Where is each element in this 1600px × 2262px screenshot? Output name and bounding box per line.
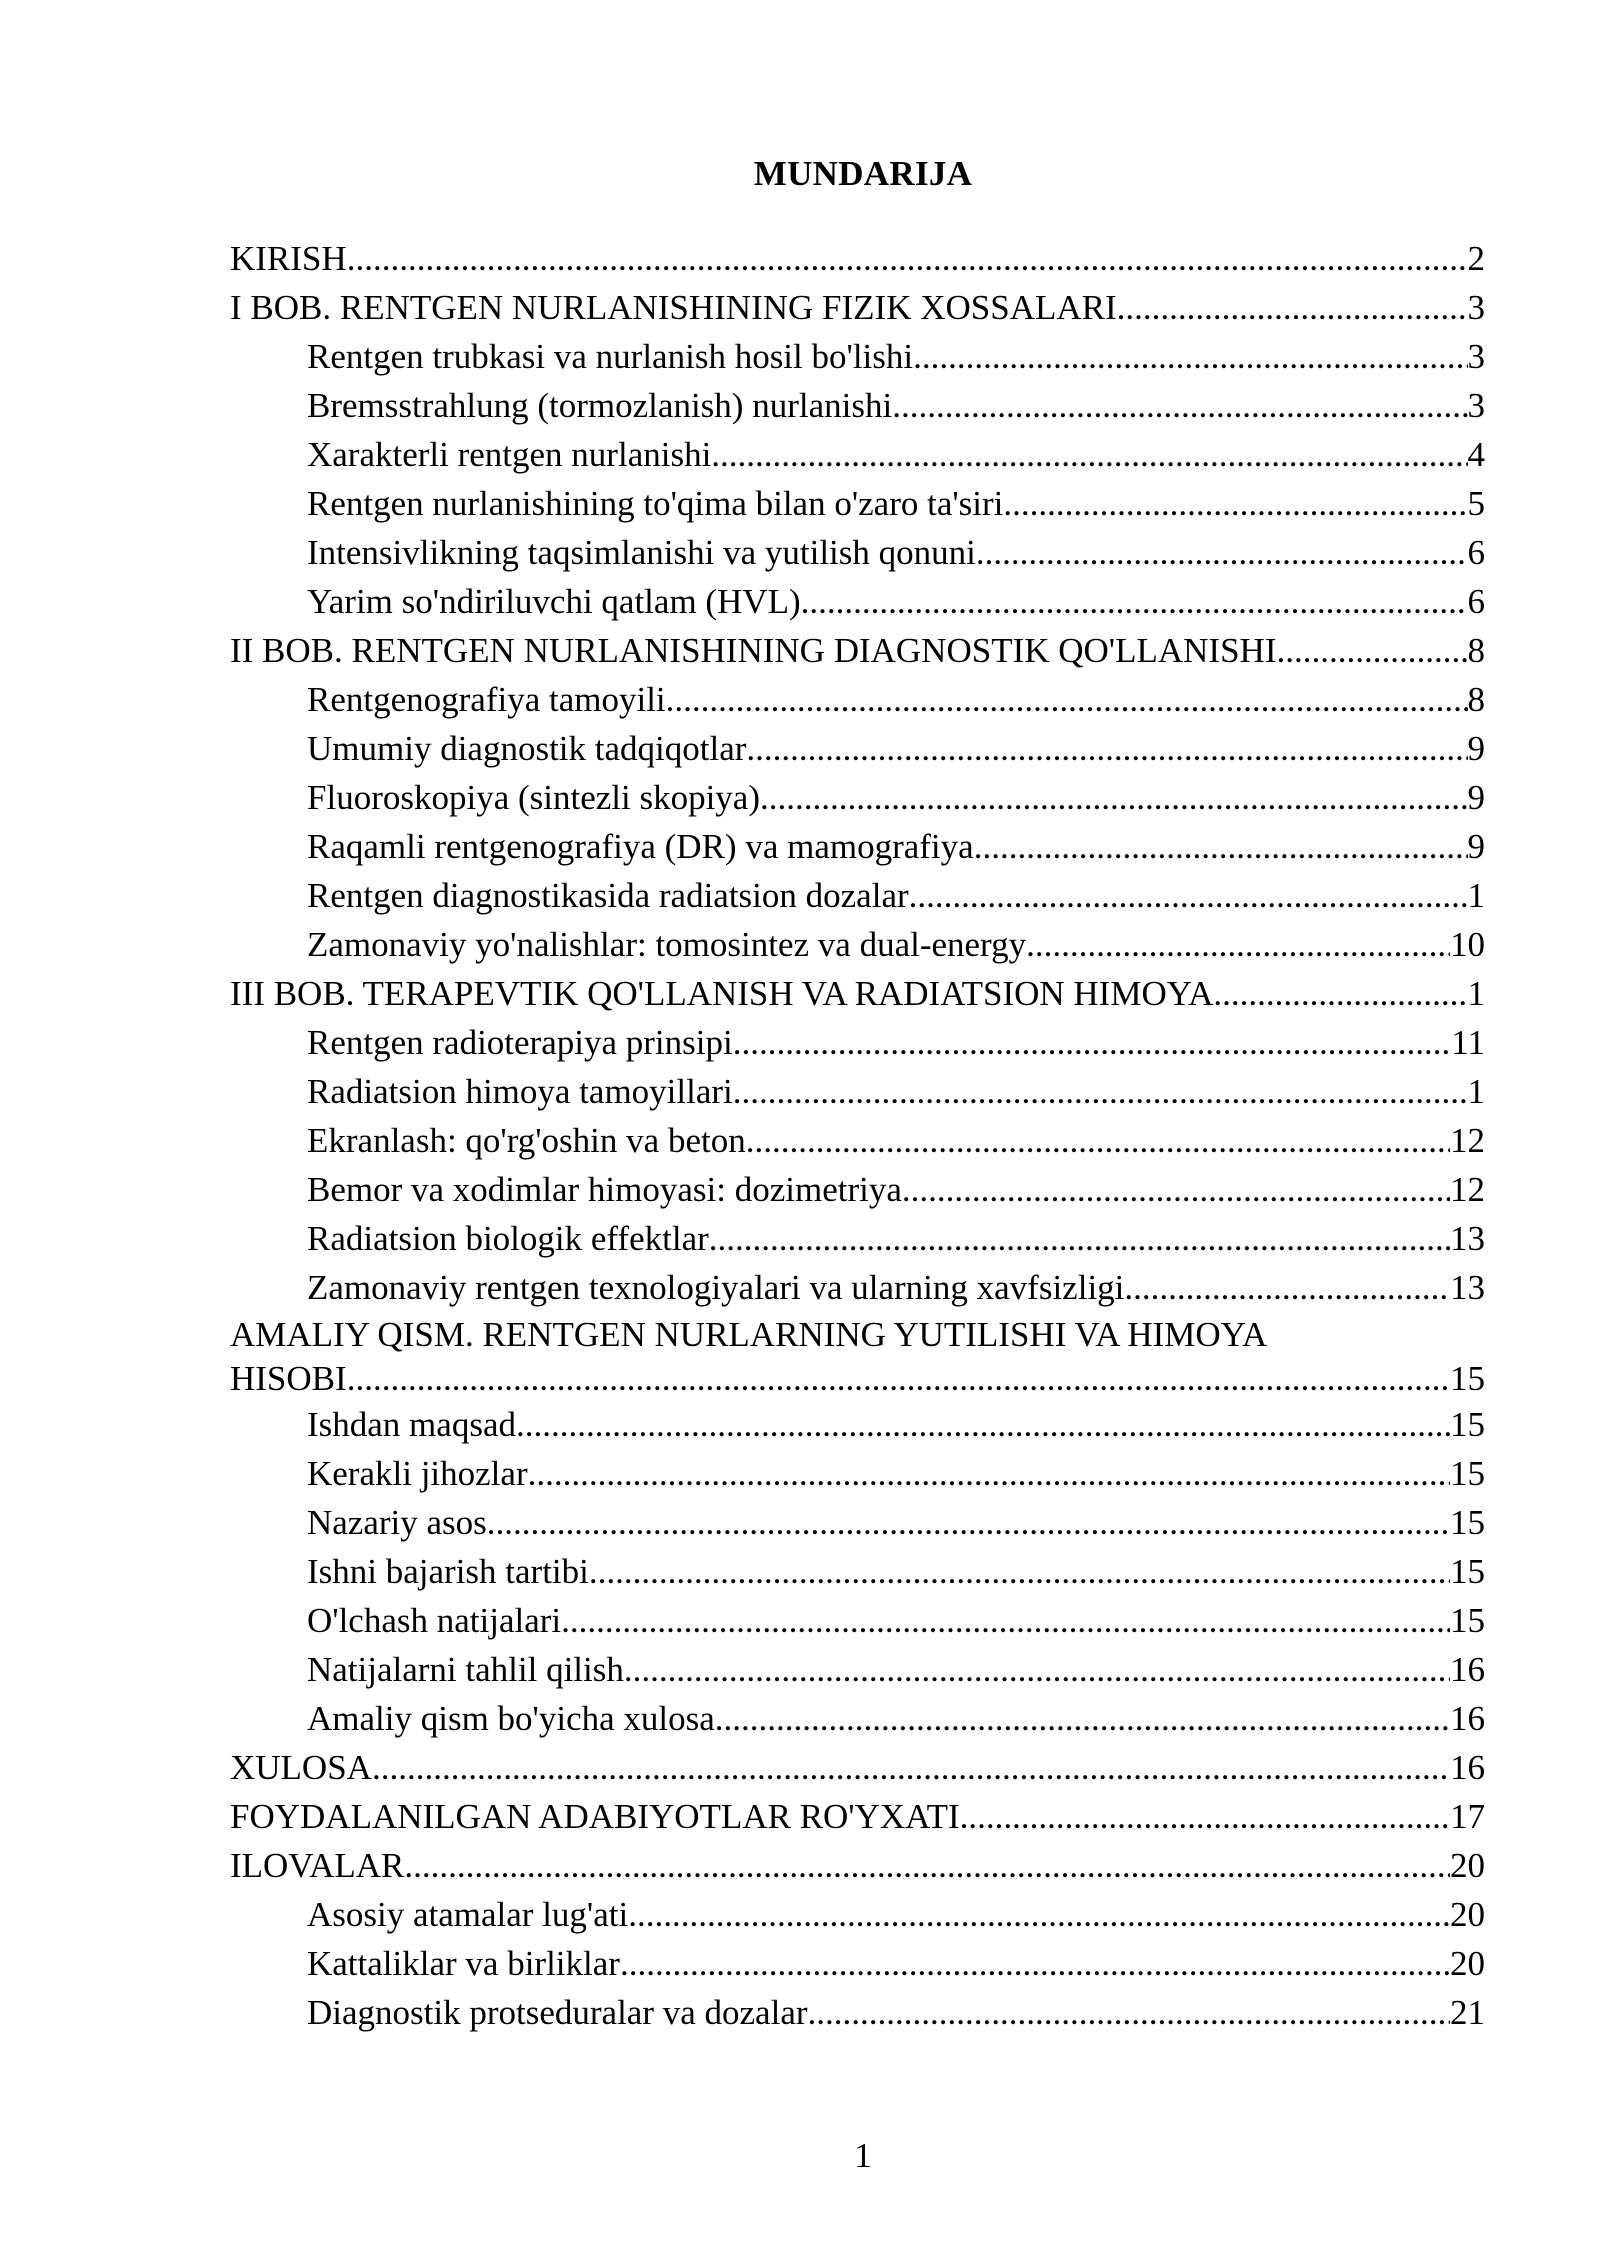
toc-leader-dots (760, 773, 1467, 822)
toc-leader-dots (1117, 283, 1468, 332)
toc-entry-label: Natijalarni tahlil qilish (307, 1650, 624, 1689)
toc-leader-dots (711, 430, 1467, 479)
toc-leader-dots (733, 1018, 1452, 1067)
toc-entry-page: 9 (1467, 827, 1485, 866)
toc-entry[interactable] (230, 234, 1485, 283)
toc-entry[interactable] (230, 1214, 1485, 1263)
toc-leader-dots (733, 1067, 1468, 1116)
toc-entry-label: Yarim so'ndiriluvchi qatlam (HVL) (307, 582, 801, 621)
toc-entry-label: Nazariy asos (307, 1503, 487, 1542)
toc-entry-page: 15 (1450, 1552, 1485, 1591)
toc-entry-label: Xarakterli rentgen nurlanishi (307, 435, 712, 474)
toc-leader-dots (801, 577, 1468, 626)
toc-entry-page: 16 (1450, 1650, 1485, 1689)
toc-entry-label: Bemor va xodimlar himoyasi: dozimetriya (307, 1170, 902, 1209)
toc-entry[interactable] (230, 1400, 1485, 1449)
toc-entry-label: I BOB. RENTGEN NURLANISHINING FIZIK XOSSALARI (230, 288, 1117, 327)
toc-entry[interactable] (230, 528, 1485, 577)
page-title: MUNDARIJA (753, 154, 973, 193)
toc-leader-dots (516, 1400, 1450, 1449)
toc-entry-label: ILOVALAR (230, 1846, 405, 1885)
toc-entry[interactable] (230, 1263, 1485, 1312)
toc-leader-dots (404, 1841, 1450, 1890)
toc-entry[interactable] (230, 1018, 1485, 1067)
toc-leader-dots (746, 724, 1467, 773)
toc-leader-dots (902, 1165, 1450, 1214)
toc-leader-dots (1124, 1263, 1450, 1312)
toc-entry-page: 9 (1467, 778, 1485, 817)
toc-leader-dots (620, 1939, 1450, 1988)
toc-entry-page: 8 (1467, 680, 1485, 719)
toc-entry[interactable] (230, 1116, 1485, 1165)
toc-entry-label: Rentgen radioterapiya prinsipi (307, 1023, 733, 1062)
toc-entry-label: Fluoroskopiya (sintezli skopiya) (307, 778, 761, 817)
toc-entry-amaliy[interactable] (230, 1312, 1485, 1400)
toc-leader-dots (666, 675, 1468, 724)
toc-entry[interactable] (230, 1067, 1485, 1116)
toc-entry-page: 3 (1467, 337, 1485, 376)
toc-entry-page: 3 (1467, 386, 1485, 425)
toc-leader-dots (372, 1743, 1450, 1792)
toc-entry-label: O'lchash natijalari (307, 1601, 562, 1640)
toc-entry-label: Radiatsion himoya tamoyillari (307, 1072, 733, 1111)
toc-entry[interactable] (230, 626, 1485, 675)
toc-leader-dots (628, 1890, 1450, 1939)
toc-entry[interactable] (230, 1498, 1485, 1547)
toc-entry-label: Zamonaviy yo'nalishlar: tomosintez va dual-energy (307, 925, 1027, 964)
toc-leader-dots (746, 1116, 1450, 1165)
toc-entry-page: 1 (1467, 974, 1485, 1013)
toc-entry-page: 20 (1450, 1944, 1485, 1983)
toc-entry-page: 15 (1450, 1601, 1485, 1640)
toc-entry-page: 3 (1467, 288, 1485, 327)
toc-entry-page: 12 (1450, 1121, 1485, 1160)
toc-leader-dots (1003, 479, 1467, 528)
toc-leader-dots (347, 1357, 1450, 1400)
toc-entry-page: 21 (1450, 1993, 1485, 2032)
toc-entry-label: Umumiy diagnostik tadqiqotlar (307, 729, 747, 768)
toc-entry[interactable] (230, 1792, 1485, 1841)
toc-entry[interactable] (230, 1449, 1485, 1498)
toc-entry-label: Amaliy qism bo'yicha xulosa (307, 1699, 715, 1738)
toc-entry-page: 15 (1450, 1359, 1485, 1398)
toc-entry[interactable] (230, 773, 1485, 822)
toc-leader-dots (892, 381, 1467, 430)
toc-entry-page: 1 (1467, 1072, 1485, 1111)
toc-leader-dots (715, 1694, 1450, 1743)
toc-leader-dots (1026, 920, 1450, 969)
toc-entry-page: 20 (1450, 1895, 1485, 1934)
toc-entry[interactable] (230, 969, 1485, 1018)
toc-section-main (230, 234, 1485, 1312)
toc-entry-label-line2: HISOBI (230, 1359, 347, 1398)
toc-entry-page: 15 (1450, 1454, 1485, 1493)
toc-leader-dots (589, 1547, 1450, 1596)
toc-leader-dots (909, 871, 1468, 920)
toc-leader-dots (487, 1498, 1450, 1547)
toc-entry-page: 2 (1467, 239, 1485, 278)
page-number: 1 (854, 2136, 872, 2175)
toc-leader-dots (808, 1988, 1450, 2037)
toc-entry-label: FOYDALANILGAN ADABIYOTLAR RO'YXATI (230, 1797, 960, 1836)
toc-entry-page: 5 (1467, 484, 1485, 523)
toc-entry-label: Ishni bajarish tartibi (307, 1552, 589, 1591)
toc-entry-label: Bremsstrahlung (tormozlanish) nurlanishi (307, 386, 893, 425)
toc-entry-page: 20 (1450, 1846, 1485, 1885)
toc-entry[interactable] (230, 479, 1485, 528)
toc-entry[interactable] (230, 724, 1485, 773)
toc-entry-label: Rentgen diagnostikasida radiatsion dozalar (307, 876, 909, 915)
toc-entry-label: II BOB. RENTGEN NURLANISHINING DIAGNOSTIK QO'LLANISHI (230, 631, 1277, 670)
toc-entry-label: Radiatsion biologik effektlar (307, 1219, 709, 1258)
toc-entry-page: 10 (1450, 925, 1485, 964)
toc-entry[interactable] (230, 1596, 1485, 1645)
toc-entry[interactable] (230, 1694, 1485, 1743)
toc-entry[interactable] (230, 577, 1485, 626)
toc-entry[interactable] (230, 1841, 1485, 1890)
toc-leader-dots (528, 1449, 1450, 1498)
toc-entry[interactable] (230, 822, 1485, 871)
toc-entry-label: Asosiy atamalar lug'ati (307, 1895, 629, 1934)
toc-entry-label: XULOSA (230, 1748, 372, 1787)
toc-entry-label: Kattaliklar va birliklar (307, 1944, 620, 1983)
toc-entry[interactable] (230, 1890, 1485, 1939)
toc-entry-label: III BOB. TERAPEVTIK QO'LLANISH VA RADIATSION HIMOYA (230, 974, 1214, 1013)
toc-entry[interactable] (230, 1165, 1485, 1214)
toc-entry[interactable] (230, 1939, 1485, 1988)
toc-entry[interactable] (230, 1988, 1485, 2037)
toc-entry-page: 17 (1450, 1797, 1485, 1836)
toc-entry-label-line1: AMALIY QISM. RENTGEN NURLARNING YUTILISHI VA HIMOYA (230, 1315, 1268, 1354)
toc-leader-dots (974, 822, 1468, 871)
toc-entry-page: 16 (1450, 1748, 1485, 1787)
toc-leader-dots (1213, 969, 1467, 1018)
toc-entry-page: 6 (1467, 582, 1485, 621)
toc-entry-label: Rentgen nurlanishining to'qima bilan o'zaro ta'siri (307, 484, 1004, 523)
toc-leader-dots (709, 1214, 1450, 1263)
table-of-contents (230, 234, 1485, 2037)
toc-entry-page: 11 (1451, 1023, 1485, 1062)
toc-entry-page: 15 (1450, 1503, 1485, 1542)
toc-entry[interactable] (230, 381, 1485, 430)
toc-entry-page: 12 (1450, 1170, 1485, 1209)
toc-entry-label: Diagnostik protseduralar va dozalar (307, 1993, 808, 2032)
toc-entry-label: Ekranlash: qo'rg'oshin va beton (307, 1121, 746, 1160)
toc-leader-dots (976, 528, 1468, 577)
toc-entry-label: KIRISH (230, 239, 347, 278)
toc-leader-dots (561, 1596, 1450, 1645)
toc-entry[interactable] (230, 920, 1485, 969)
toc-entry[interactable] (230, 1645, 1485, 1694)
toc-entry-page: 13 (1450, 1219, 1485, 1258)
toc-entry-label: Zamonaviy rentgen texnologiyalari va ularning xavfsizligi (307, 1268, 1125, 1307)
toc-entry-page: 9 (1467, 729, 1485, 768)
toc-entry-page: 6 (1467, 533, 1485, 572)
toc-entry-label: Intensivlikning taqsimlanishi va yutilish qonuni (307, 533, 976, 572)
toc-leader-dots (624, 1645, 1450, 1694)
toc-leader-dots (347, 234, 1468, 283)
toc-entry-page: 1 (1467, 876, 1485, 915)
toc-leader-dots (1276, 626, 1467, 675)
toc-section-practical (230, 1400, 1485, 2037)
toc-entry-label: Raqamli rentgenografiya (DR) va mamografiya (307, 827, 974, 866)
toc-entry[interactable] (230, 871, 1485, 920)
toc-entry-page: 15 (1450, 1405, 1485, 1444)
toc-entry-page: 8 (1467, 631, 1485, 670)
toc-entry-page: 4 (1467, 435, 1485, 474)
toc-entry[interactable] (230, 332, 1485, 381)
toc-entry-label: Kerakli jihozlar (307, 1454, 528, 1493)
toc-entry[interactable] (230, 675, 1485, 724)
toc-entry-label: Rentgenografiya tamoyili (307, 680, 666, 719)
toc-entry-page: 16 (1450, 1699, 1485, 1738)
toc-entry-label: Ishdan maqsad (307, 1405, 516, 1444)
toc-entry[interactable] (230, 430, 1485, 479)
toc-leader-dots (913, 332, 1467, 381)
toc-entry[interactable] (230, 1743, 1485, 1792)
toc-entry[interactable] (230, 1547, 1485, 1596)
toc-leader-dots (960, 1792, 1450, 1841)
toc-entry-label: Rentgen trubkasi va nurlanish hosil bo'lishi (307, 337, 914, 376)
toc-entry[interactable] (230, 283, 1485, 332)
toc-entry-page: 13 (1450, 1268, 1485, 1307)
